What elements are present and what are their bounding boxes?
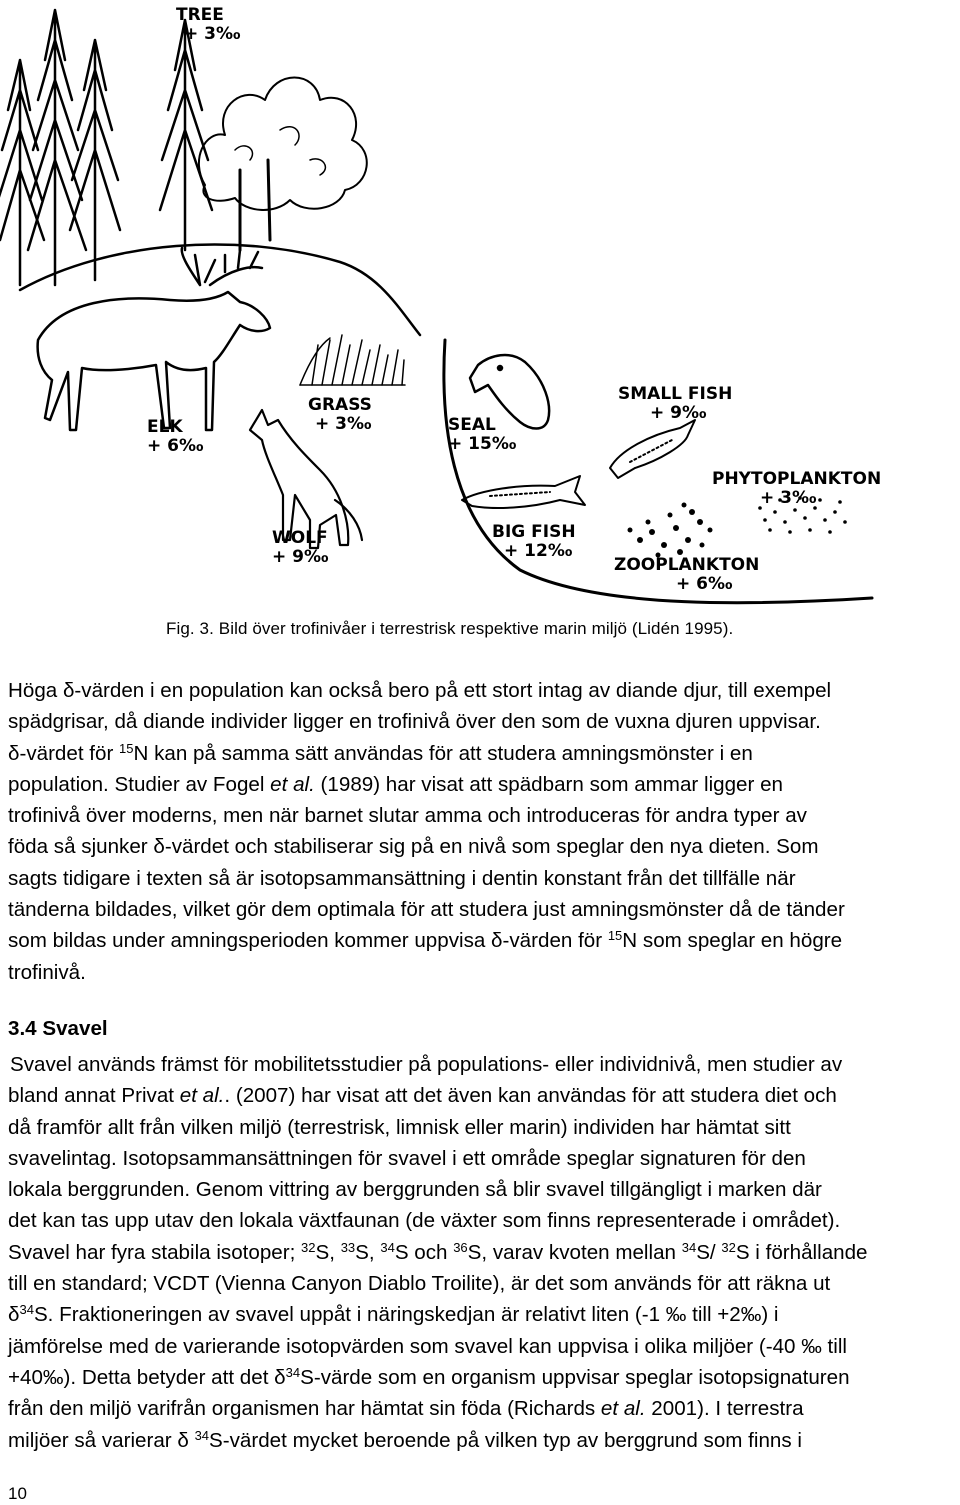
seal-value: + 15‰	[448, 434, 517, 454]
text-line: spädgrisar, då diande individer ligger en trofinivå över den som de vuxna djuren uppvisar.	[8, 710, 821, 734]
ground-line	[20, 244, 420, 335]
text-line: som bildas under amningsperioden kommer uppvisa δ-värden för $^{15}$N som speglar en högre	[8, 928, 843, 953]
text-line: trofinivå över moderns, men när barnet slutar amma och introduceras för andra typer av	[8, 804, 807, 828]
text-line: från den miljö varifrån organismen har hämtat sin föda (Richards et al. 2001). I terrestra	[8, 1397, 804, 1421]
trophic-level-figure	[0, 0, 960, 612]
section-heading: 3.4 Svavel	[8, 1017, 108, 1040]
text-line: föda så sjunker δ-värdet och stabiliserar sig på en nivå som speglar den nya dieten. Som	[8, 835, 819, 859]
text-line: +40‰). Detta betyder att $\det \delta^{34}S$-värde som en organism uppvisar speglar isotopsignaturen	[8, 1364, 850, 1389]
text-line: till en standard; VCDT (Vienna Canyon Diablo Troilite), är det som används för att räkna ut	[8, 1272, 831, 1296]
big-fish-illustration	[462, 476, 585, 508]
page-number: 10	[8, 1484, 27, 1503]
text-line: bland annat Privat et al.. (2007) har visat att det även kan användas för att studera diet och	[8, 1084, 837, 1108]
text-line: miljöer så varierar δ $^{34}$S-värdet mycket beroende på vilken typ av berggrund som finns i	[8, 1427, 802, 1452]
text-line: svavelintag. Isotopsammansättningen för svavel i ett område speglar signaturen för den	[8, 1146, 806, 1170]
wolf-label: WOLF	[272, 528, 328, 548]
text-line: det kan tas upp utav den lokala växtfaunan (de växter som finns representerade i området).	[8, 1209, 841, 1233]
small-fish-label: SMALL FISH	[618, 384, 733, 404]
zooplankton-label: ZOOPLANKTON	[614, 555, 760, 575]
zooplankton-value: + 6‰	[676, 574, 733, 594]
text-line: då framför allt från vilken miljö (terrestrisk, limnisk eller marin) individen har hämtat sitt	[8, 1115, 791, 1139]
paragraph-delta-values	[8, 675, 958, 988]
text-line: δ-värdet för $^{15}$N kan på samma sätt användas för att studera amningsmönster i en	[8, 740, 753, 765]
text-line: tänderna bildades, vilket gör dem optimala för att studera just amningsmönster då de tänder	[8, 898, 845, 922]
text-line: Svavel har fyra stabila isotoper; $^{32}$S, $^{33}$S, $^{34}$S och $^{36}$S, varav kvoten mellan $^{34}$S/ $^{32}$S i förhållande	[8, 1239, 868, 1264]
figure-caption: Fig. 3. Bild över trofinivåer i terrestrisk respektive marin miljö (Lidén 1995).	[166, 619, 734, 638]
text-line: Svavel används främst för mobilitetsstudier på populations- eller individnivå, men studier av	[10, 1053, 843, 1076]
text-line: $\delta^{34}S$. Fraktioneringen av svavel uppåt i näringskedjan är relativt liten (-1 ‰ till +2‰) i	[8, 1302, 779, 1327]
superscript: 15	[607, 928, 623, 944]
text-line: jämförelse med de varierande isotopvärden som svavel kan uppvisa i olika miljöer (-40 ‰ till	[8, 1334, 847, 1358]
text-line: population. Studier av Fogel et al. (1989) har visat att spädbarn som ammar ligger en	[8, 772, 783, 796]
conifer-trees-illustration	[0, 10, 212, 285]
grass-illustration	[300, 335, 405, 385]
small-fish-illustration	[610, 420, 695, 478]
grass-label: GRASS	[308, 395, 372, 415]
wolf-value: + 9‰	[272, 547, 329, 567]
deciduous-trees-illustration	[199, 78, 367, 251]
small-fish-value: + 9‰	[650, 403, 707, 423]
tree-value: + 3‰	[184, 24, 241, 44]
phytoplankton-value: + 3‰	[760, 488, 817, 508]
phytoplankton-label: PHYTOPLANKTON	[712, 469, 882, 489]
text-line: trofinivå.	[8, 960, 86, 984]
seal-label: SEAL	[448, 415, 496, 435]
paragraph-sulfur	[8, 1049, 958, 1456]
text-line: sagts tidigare i texten så är isotopsammansättning i dentin konstant från det tillfälle när	[8, 866, 796, 890]
superscript: 15	[119, 740, 134, 756]
grass-value: + 3‰	[315, 414, 372, 434]
zooplankton-dots	[628, 503, 713, 558]
text-line: Höga δ-värden i en population kan också bero på ett stort intag av diande djur, till exempel	[8, 679, 832, 702]
text-line: lokala berggrunden. Genom vittring av berggrunden så blir svavel tillgängligt i marken där	[8, 1178, 822, 1202]
big-fish-label: BIG FISH	[492, 522, 576, 542]
elk-illustration	[38, 248, 270, 430]
tree-label: TREE	[176, 5, 224, 25]
big-fish-value: + 12‰	[504, 541, 573, 561]
elk-value: + 6‰	[147, 436, 204, 456]
elk-label: ELK	[147, 417, 183, 437]
